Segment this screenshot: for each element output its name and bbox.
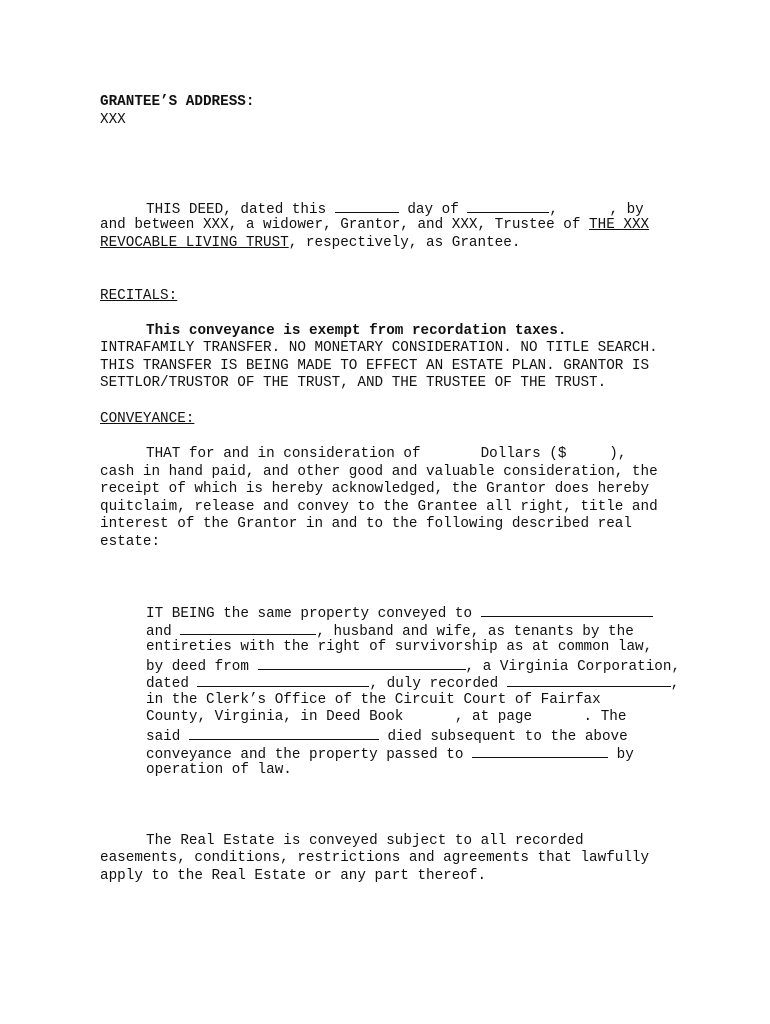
- deed-line-2: and between XXX, a widower, Grantor, and XXX, Trustee of THE XXX: [100, 217, 650, 233]
- it-being-line-7: County, Virginia, in Deed Book , at page . The: [146, 709, 627, 725]
- spouse-blank: [180, 622, 316, 635]
- conveyance-heading: CONVEYANCE:: [100, 411, 195, 427]
- conveyance-line-3: receipt of which is hereby acknowledged, the Grantor does hereby: [100, 481, 650, 497]
- recitals-line-4: SETTLOR/TRUSTOR OF THE TRUST, AND THE TRUSTEE OF THE TRUST.: [100, 375, 607, 391]
- real-estate-line-3: apply to the Real Estate or any part thereof.: [100, 868, 487, 884]
- conveyed-to-blank: [481, 604, 653, 617]
- conveyance-line-4: quitclaim, release and convey to the Grantee all right, title and: [100, 499, 658, 515]
- it-being-line-8: said died subsequent to the above: [146, 729, 628, 745]
- conveyance-line-1: THAT for and in consideration of Dollars ($ ),: [146, 446, 627, 462]
- it-being-line-1: IT BEING the same property conveyed to: [146, 604, 653, 623]
- recitals-line-2: INTRAFAMILY TRANSFER. NO MONETARY CONSIDERATION. NO TITLE SEARCH.: [100, 340, 658, 356]
- it-being-line-4: by deed from , a Virginia Corporation,: [146, 659, 681, 675]
- conveyance-line-5: interest of the Grantor in and to the following described real: [100, 516, 632, 532]
- it-being-line-2: and , husband and wife, as tenants by the: [146, 624, 634, 640]
- deed-line-3: REVOCABLE LIVING TRUST, respectively, as Grantee.: [100, 235, 521, 251]
- grantee-heading: GRANTEE’S ADDRESS:: [100, 94, 255, 110]
- it-being-line-5: dated , duly recorded ,: [146, 676, 680, 692]
- it-being-line-10: operation of law.: [146, 762, 292, 778]
- recorded-blank: [507, 674, 671, 687]
- date-month-blank: [467, 200, 549, 213]
- dated-blank: [197, 674, 369, 687]
- date-day-blank: [335, 200, 399, 213]
- conveyance-line-2: cash in hand paid, and other good and valuable consideration, the: [100, 464, 658, 480]
- it-being-line-6: in the Clerk’s Office of the Circuit Court of Fairfax: [146, 692, 601, 708]
- recitals-line-3: THIS TRANSFER IS BEING MADE TO EFFECT AN ESTATE PLAN. GRANTOR IS: [100, 358, 650, 374]
- deed-line-1: THIS DEED, dated this day of , , by: [146, 202, 644, 218]
- grantee-value: XXX: [100, 112, 126, 128]
- it-being-line-9: conveyance and the property passed to by: [146, 747, 634, 763]
- trust-name: THE XXX: [589, 217, 650, 233]
- trust-name-cont: REVOCABLE LIVING TRUST: [100, 235, 289, 251]
- it-being-line-3: entireties with the right of survivorship as at common law,: [146, 639, 653, 655]
- real-estate-line-2: easements, conditions, restrictions and agreements that lawfully: [100, 850, 650, 866]
- real-estate-line-1: The Real Estate is conveyed subject to all recorded: [146, 833, 584, 849]
- conveyance-line-6: estate:: [100, 534, 161, 550]
- recitals-heading: RECITALS:: [100, 288, 178, 304]
- exempt-statement: This conveyance is exempt from recordation taxes.: [146, 323, 567, 339]
- said-blank: [189, 727, 379, 740]
- deed-from-blank: [258, 657, 466, 670]
- passed-to-blank: [472, 745, 608, 758]
